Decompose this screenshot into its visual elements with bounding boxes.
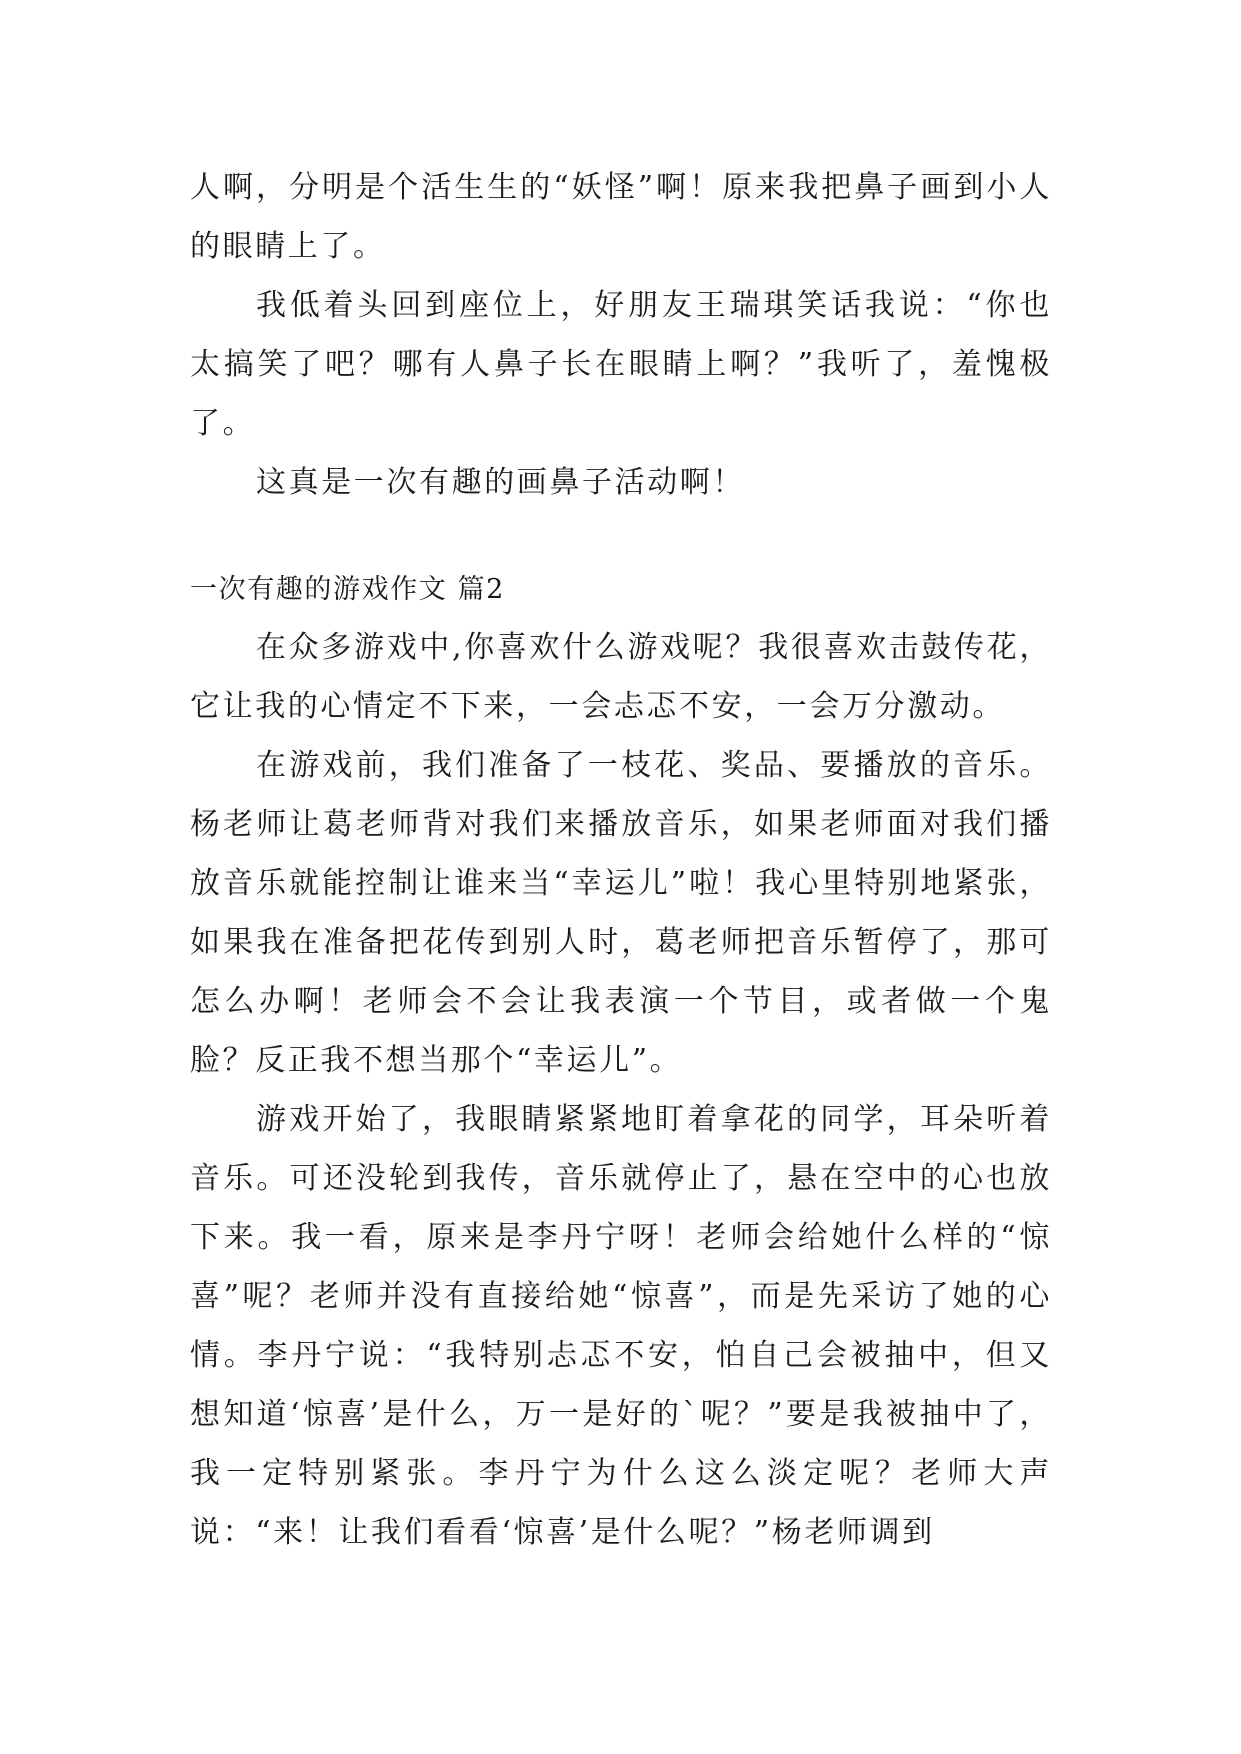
paragraph: 游戏开始了，我眼睛紧紧地盯着拿花的同学，耳朵听着音乐。可还没轮到我传，音乐就停止了，悬在空中的心也放下来。我一看，原来是李丹宁呀！老师会给她什么样的“惊喜”呢？老师并没有直接给她“惊喜”，而是先采访了她的心情。李丹宁说：“我特别忐忑不安，怕自己会被抽中，但又想知道‘惊喜’是什么，万一是好的`呢？”要是我被抽中了，我一定特别紧张。李丹宁为什么这么淡定呢？老师大声说：“来！让我们看看‘惊喜’是什么呢？”杨老师调到 — [190, 1102, 1052, 1550]
paragraph: 在众多游戏中,你喜欢什么游戏呢？我很喜欢击鼓传花，它让我的心情定不下来，一会忐忑不安，一会万分激动。 — [190, 630, 1052, 724]
document-page — [190, 158, 1052, 1562]
paragraph: 这真是一次有趣的画鼻子活动啊！ — [256, 465, 745, 500]
section-gap — [190, 512, 1052, 562]
paragraph: 在游戏前，我们准备了一枝花、奖品、要播放的音乐。杨老师让葛老师背对我们来播放音乐，如果老师面对我们播放音乐就能控制让谁来当“幸运儿”啦！我心里特别地紧张，如果我在准备把花传到别人时，葛老师把音乐暂停了，那可怎么办啊！老师会不会让我表演一个节目，或者做一个鬼脸？反正我不想当那个“幸运儿”。 — [190, 748, 1052, 1078]
paragraph-continuation: 人啊，分明是个活生生的“妖怪”啊！原来我把鼻子画到小人的眼睛上了。 — [190, 170, 1052, 264]
paragraph: 我低着头回到座位上，好朋友王瑞琪笑话我说：“你也太搞笑了吧？哪有人鼻子长在眼睛上啊？”我听了，羞愧极了。 — [190, 288, 1052, 441]
section-heading: 一次有趣的游戏作文 篇2 — [190, 574, 505, 605]
